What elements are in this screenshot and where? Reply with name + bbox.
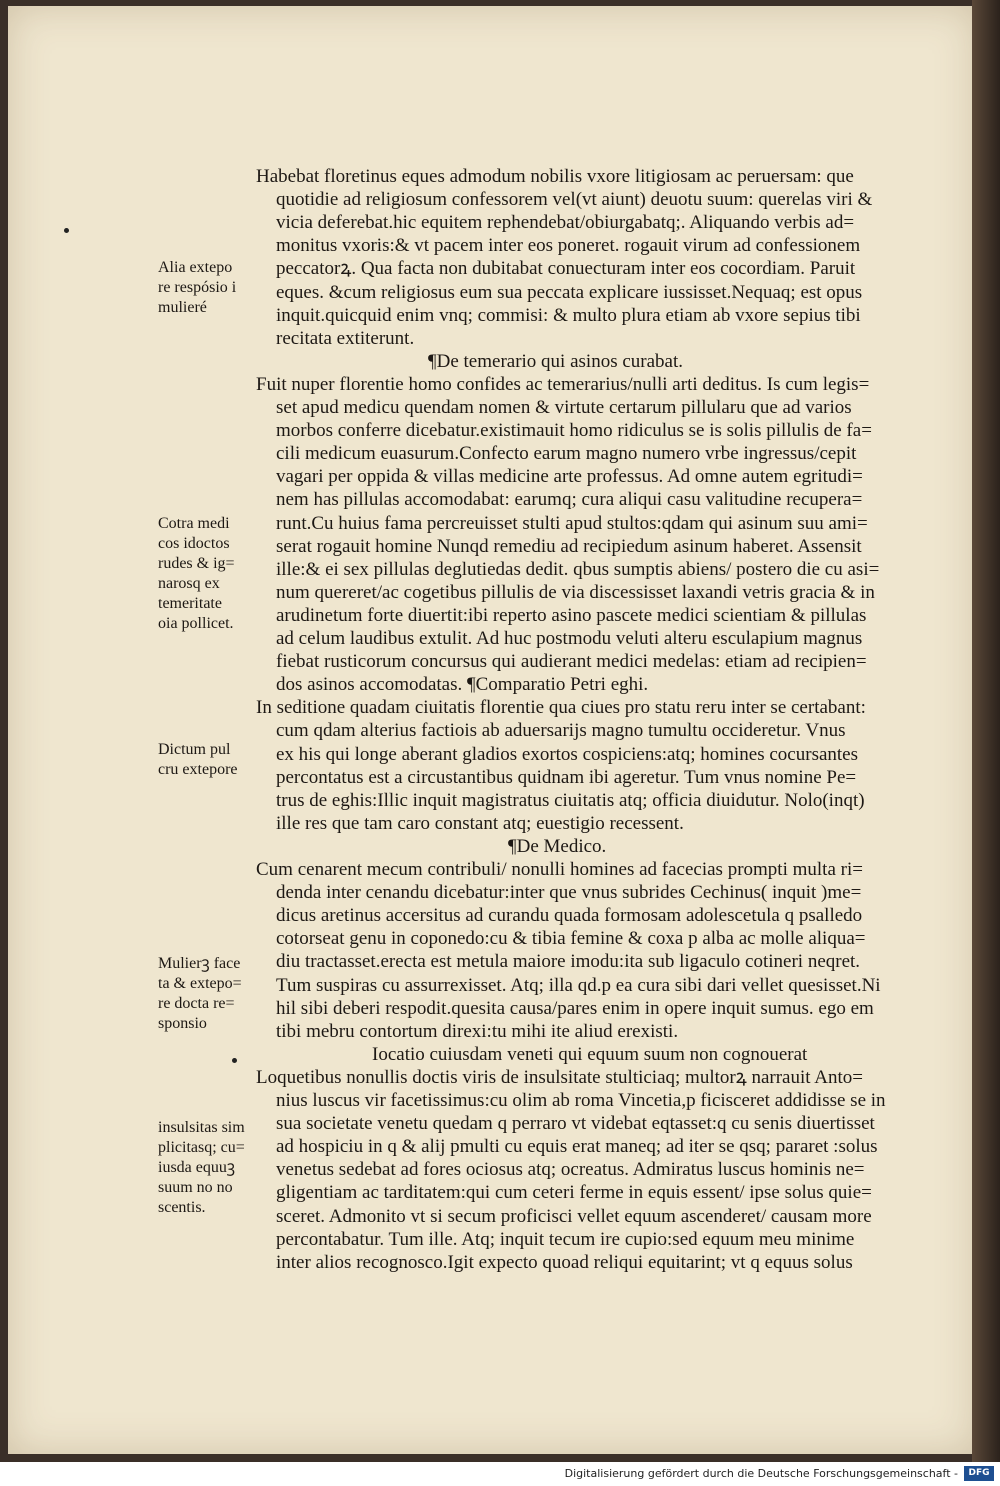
- text-line: nem has pillulas accomodabat: earumq; cura aliqui casu valitudine recupera=: [276, 489, 863, 511]
- text-line: eques. &cum religiosus eum sua peccata explicare iussisset.Nequaq; est opus: [276, 281, 863, 303]
- margin-note-line: ta & extepo=: [158, 975, 242, 992]
- text-line: In seditione quadam ciuitatis florentie qua ciues pro statu reru inter se certabant:: [256, 697, 866, 719]
- text-line: Tum suspiras cu assurrexisset. Atq; illa qd.p ea cura sibi dari vellet quesisset.Ni: [276, 974, 881, 996]
- ink-spot: [64, 228, 69, 233]
- text-line: cotorseat genu in coponedo:cu & tibia femine & coxa p alba ac molle aliqua=: [276, 928, 866, 950]
- text-line: serat rogauit homine Nunqd remediu ad recipiedum asinum haberet. Assensit: [276, 535, 862, 557]
- margin-note-line: rudes & ig=: [158, 555, 235, 572]
- margin-note-line: Alia extepo: [158, 259, 233, 276]
- text-line: cum qdam alterius factiois ab aduersarijs magno tumultu occideretur. Vnus: [276, 720, 846, 742]
- margin-note-line: oia pollicet.: [158, 615, 234, 632]
- margin-note-line: Dictum pul: [158, 741, 231, 758]
- text-line: peccatorꝝ. Qua facta non dubitabat conuecturam inter eos cocordiam. Paruit: [276, 258, 856, 280]
- text-line: ad celum laudibus extulit. Ad huc postmodu veluti alteru esculapium magnus: [276, 628, 863, 649]
- text-line: inter alios recognosco.Igit expecto quoad reliqui equitarint; vt q equus solus: [276, 1251, 853, 1273]
- text-line: ille res que tam caro constant atq; euestigio recessent.: [276, 812, 684, 834]
- text-line: arudinetum forte diuertit:ibi reperto asino pascete medici scientiam & pillulas: [276, 604, 867, 626]
- text-line: percontatus est a circustantibus quidnam ibi ageretur. Tum vnus nomine Pe=: [276, 766, 857, 788]
- text-line: inquit.quicquid enim vnq; commisi: & multo plura etiam ab vxore sepius tibi: [276, 304, 861, 326]
- text-line: sua societate venetu quedam q perraro vt videbat eqtasset:q cu senis diuertisset: [276, 1113, 875, 1135]
- text-line: trus de eghis:Illic inquit magistratus ciuitatis atq; officia diuidutur. Nolo(inqt): [276, 789, 865, 811]
- margin-note-line: Mulierꝫ face: [158, 955, 241, 972]
- text-line: vagari per oppida & villas medicine arte professus. Ad omne autem egritudi=: [276, 466, 863, 488]
- section-heading: ¶De Medico.: [508, 835, 607, 857]
- margin-note: [158, 740, 258, 780]
- margin-note-line: sponsio: [158, 1015, 207, 1032]
- text-line: ille:& ei sex pillulas deglutiedas dedit. qbus sumptis abiens/ postero die cu asi=: [276, 558, 880, 580]
- margin-note-line: plicitasq; cu=: [158, 1139, 245, 1156]
- margin-note-line: scentis.: [158, 1199, 206, 1216]
- text-line: set apud medicu quendam nomen & virtute certarum pillularu que ad varios: [276, 397, 852, 418]
- margin-note-line: re respósio i: [158, 279, 237, 296]
- margin-note-line: cru extepore: [158, 761, 238, 778]
- text-line: Fuit nuper florentie homo confides ac temerarius/nulli arti deditus. Is cum legis=: [256, 373, 870, 395]
- text-line: recitata extiterunt.: [276, 327, 415, 349]
- text-line: Loquetibus nonullis doctis viris de insulsitate stulticiaq; multorꝝ narrauit Anto=: [256, 1066, 863, 1088]
- text-line: nius luscus vir facetissimus:cu olim ab roma Vincetia,p ficisceret addidisse se in: [276, 1090, 886, 1111]
- margin-note-line: iusda equuꝫ: [158, 1159, 236, 1176]
- margin-note-line: Cotra medi: [158, 515, 230, 532]
- text-line: vicia deferebat.hic equitem rephendebat/obiurgabatq;. Aliquando verbis ad=: [276, 212, 855, 234]
- margin-note-line: insulsitas sim: [158, 1119, 245, 1136]
- text-line: gligentiam ac tarditatem:qui cum ceteri ferme in equis essent/ ipse solus quie=: [276, 1182, 872, 1204]
- text-line: venetus sedebat ad fores ociosus atq; ocreatus. Admiratus luscus hominis ne=: [276, 1159, 865, 1181]
- funding-notice: Digitalisierung gefördert durch die Deutsche Forschungsgemeinschaft -: [564, 1467, 958, 1480]
- text-line: monitus vxoris:& vt pacem inter eos poneret. rogauit virum ad confessionem: [276, 235, 861, 257]
- margin-note-line: temeritate: [158, 595, 222, 612]
- margin-note: [158, 1118, 258, 1218]
- section-heading: ¶De temerario qui asinos curabat.: [428, 350, 683, 372]
- book-gutter: [972, 0, 1000, 1462]
- ink-spot: [232, 1058, 237, 1063]
- dfg-logo: DFG: [964, 1466, 994, 1481]
- text-line: dicus aretinus accersitus ad curandu quada formosam adolescetula q psalledo: [276, 905, 863, 927]
- text-line: Habebat floretinus eques admodum nobilis vxore litigiosam ac peruersam: que: [256, 166, 854, 187]
- text-line: runt.Cu huius fama percreuisset stulti apud stultos:qdam qui asinum suu ami=: [276, 512, 868, 534]
- text-line: diu tractasset.erecta est metula maiore imodu:ita sub ligaculo cotineri neqret.: [276, 951, 861, 973]
- text-line: Cum cenarent mecum contribuli/ nonulli homines ad facecias prompti multa ri=: [256, 859, 863, 880]
- margin-note-line: suum no no: [158, 1179, 233, 1196]
- text-line: morbos conferre dicebatur.existimauit homo ridiculus se is solis pillulis de fa=: [276, 420, 872, 442]
- text-line: fiebat rusticorum concursus qui audierant medici medelas: etiam ad recipien=: [276, 651, 867, 673]
- footer-bar: [0, 1462, 1000, 1486]
- margin-note-line: narosq ex: [158, 575, 220, 592]
- text-line: ad hospiciu in q & alij pmulti cu equis erat maneq; ad iter se qsq; pararet :solus: [276, 1136, 878, 1158]
- text-line: cili medicum euasurum.Confecto earum magno numero vrbe ingressus/cepit: [276, 443, 857, 465]
- text-line: num quereret/ac cogetibus pillulis de via discessisset laxandi vetris gracia & in: [276, 581, 875, 603]
- margin-note: [158, 514, 258, 634]
- text-line: quotidie ad religiosum confessorem vel(vt aiunt) deuotu suum: querelas viri &: [276, 189, 873, 211]
- text-line: hil sibi deberi respodit.quesita causa/pares enim in opere inquit sumus. ego em: [276, 997, 874, 1019]
- text-line: denda inter cenandu dicebatur:inter que vnus subrides Cechinus( inquit )me=: [276, 882, 862, 904]
- text-line: tibi mebru contortum direxi:tu mihi ite aliud erexisti.: [276, 1020, 679, 1042]
- text-line: dos asinos accomodatas. ¶Comparatio Petri eghi.: [276, 674, 649, 696]
- margin-note-line: cos idoctos: [158, 535, 230, 552]
- text-line: percontabatur. Tum ille. Atq; inquit tecum ire cupio:sed equum meu minime: [276, 1228, 855, 1250]
- margin-note-line: re docta re=: [158, 995, 235, 1012]
- section-heading: Iocatio cuiusdam veneti qui equum suum non cognouerat: [372, 1043, 808, 1065]
- margin-note-line: mulieré: [158, 299, 207, 316]
- margin-note: [158, 258, 258, 318]
- text-line: ex his qui longe aberant gladios exortos cospiciens:atq; homines cocursantes: [276, 743, 858, 765]
- margin-note: [158, 954, 258, 1034]
- text-line: sceret. Admonito vt si secum proficisci vellet equum ascenderet/ causam more: [276, 1205, 872, 1227]
